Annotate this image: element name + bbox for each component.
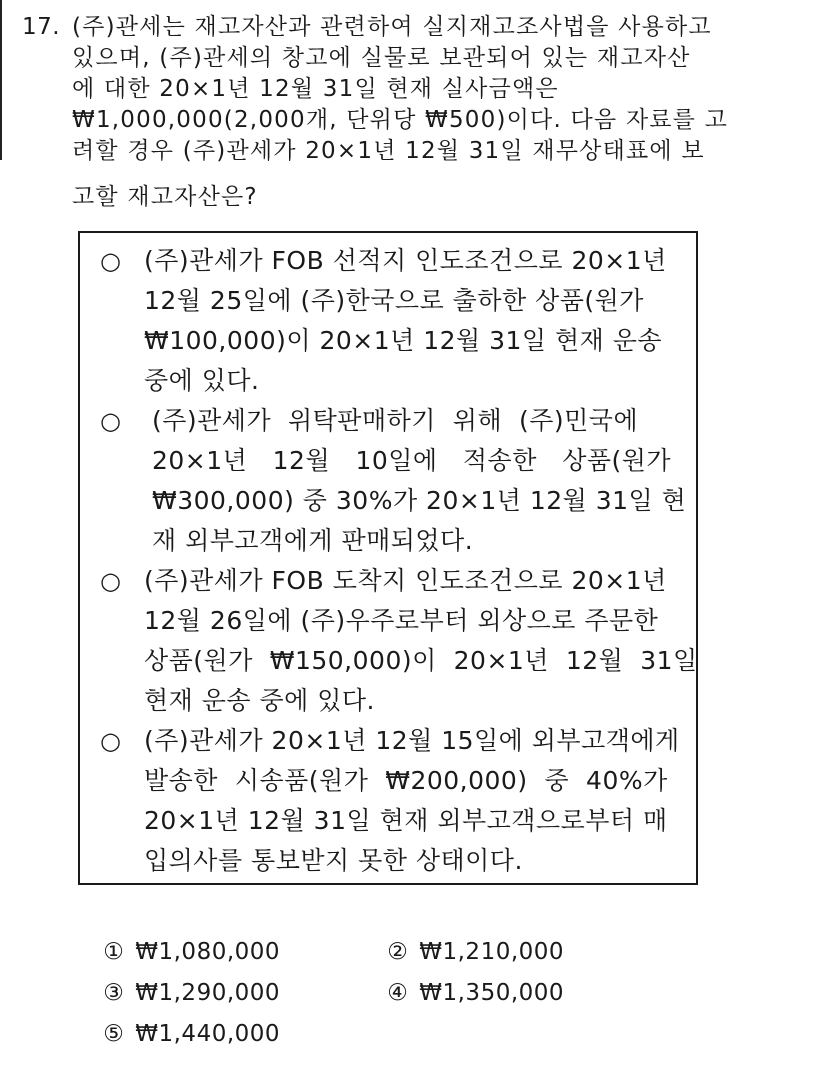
box-item-line: 상품(원가 ₩150,000)이 20×1년 12월 31일 bbox=[144, 646, 698, 675]
question-number: 17. bbox=[22, 14, 61, 40]
choice-number: ① bbox=[103, 939, 125, 965]
stem-line: 려할 경우 (주)관세가 20×1년 12월 31일 재무상태표에 보 bbox=[72, 138, 705, 164]
box-item-line: 중에 있다. bbox=[144, 366, 260, 395]
choice-number: ④ bbox=[387, 980, 409, 1006]
choice-number: ② bbox=[387, 939, 409, 965]
box-item-line: ₩300,000) 중 30%가 20×1년 12월 31일 현 bbox=[152, 486, 687, 515]
choice-text: ₩1,290,000 bbox=[135, 980, 281, 1006]
left-margin-rule bbox=[0, 0, 2, 160]
box-item-line: 12월 26일에 (주)우주로부터 외상으로 주문한 bbox=[144, 606, 659, 635]
box-item-line: 12월 25일에 (주)한국으로 출하한 상품(원가 bbox=[144, 286, 644, 315]
choice-text: ₩1,350,000 bbox=[419, 980, 565, 1006]
box-item-line: 20×1년 12월 31일 현재 외부고객으로부터 매 bbox=[144, 806, 668, 835]
stem-line: 고할 재고자산은? bbox=[72, 184, 258, 210]
data-box bbox=[78, 231, 698, 885]
stem-line: 에 대한 20×1년 12월 31일 현재 실사금액은 bbox=[72, 76, 559, 102]
box-item-line: 현재 운송 중에 있다. bbox=[144, 686, 375, 715]
choice-number: ③ bbox=[103, 980, 125, 1006]
box-item-line: 20×1년 12월 10일에 적송한 상품(원가 bbox=[152, 446, 672, 475]
choice-text: ₩1,210,000 bbox=[419, 939, 565, 965]
choice-text: ₩1,080,000 bbox=[135, 939, 281, 965]
box-item-line: (주)관세가 20×1년 12월 15일에 외부고객에게 bbox=[144, 726, 680, 755]
box-item-line: (주)관세가 FOB 도착지 인도조건으로 20×1년 bbox=[144, 566, 667, 595]
stem-line: 있으며, (주)관세의 창고에 실물로 보관되어 있는 재고자산 bbox=[72, 45, 691, 71]
circle-bullet-icon: ○ bbox=[100, 407, 121, 435]
circle-bullet-icon: ○ bbox=[100, 567, 121, 595]
box-item-line: 입의사를 통보받지 못한 상태이다. bbox=[144, 846, 523, 875]
box-item-line: 발송한 시송품(원가 ₩200,000) 중 40%가 bbox=[144, 766, 668, 795]
choice-4[interactable] bbox=[356, 948, 564, 1038]
box-item-line: (주)관세가 위탁판매하기 위해 (주)민국에 bbox=[152, 406, 639, 435]
box-item-line: (주)관세가 FOB 선적지 인도조건으로 20×1년 bbox=[144, 246, 667, 275]
choice-text: ₩1,440,000 bbox=[135, 1021, 281, 1047]
box-item-line: ₩100,000)이 20×1년 12월 31일 현재 운송 bbox=[144, 326, 663, 355]
stem-line: ₩1,000,000(2,000개, 단위당 ₩500)이다. 다음 자료를 고 bbox=[72, 107, 729, 133]
box-item-line: 재 외부고객에게 판매되었다. bbox=[152, 526, 474, 555]
choice-5[interactable] bbox=[72, 989, 280, 1079]
circle-bullet-icon: ○ bbox=[100, 247, 121, 275]
circle-bullet-icon: ○ bbox=[100, 727, 121, 755]
choice-number: ⑤ bbox=[103, 1021, 125, 1047]
stem-line: (주)관세는 재고자산과 관련하여 실지재고조사법을 사용하고 bbox=[72, 14, 712, 40]
